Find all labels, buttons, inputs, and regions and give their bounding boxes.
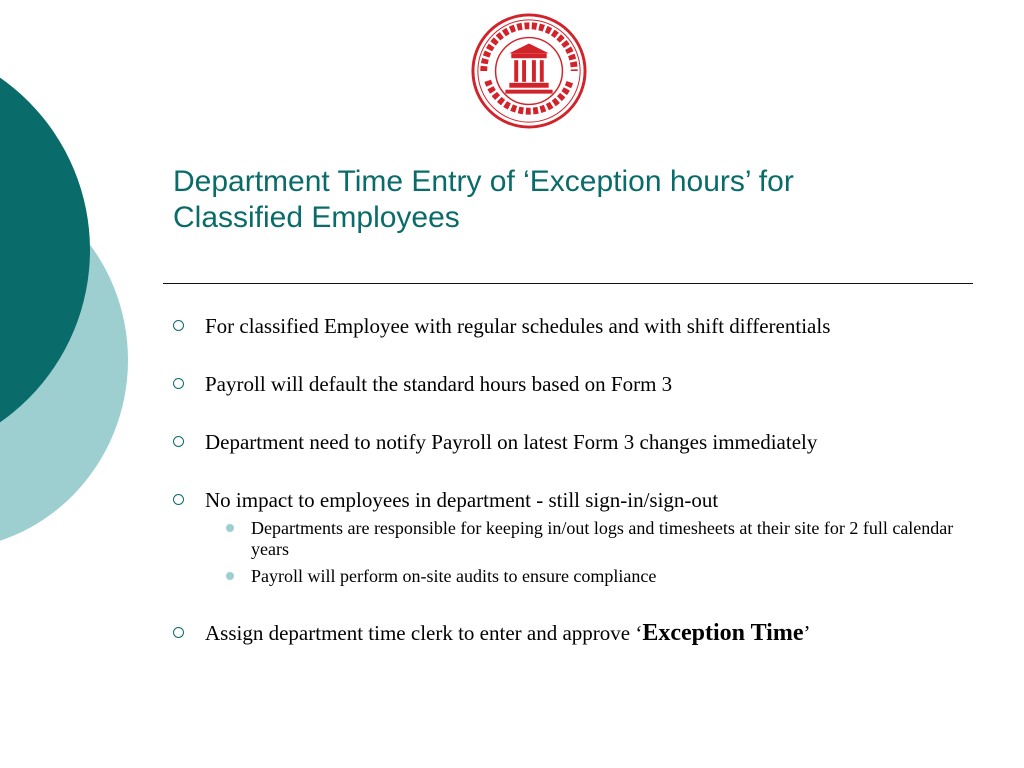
bullet-item [173, 488, 973, 587]
college-seal-logo [470, 12, 588, 130]
bullet-item [173, 621, 973, 645]
hollow-circle-bullet-icon [173, 436, 184, 447]
bullet-item [173, 430, 973, 454]
filled-dot-bullet-icon [226, 524, 234, 532]
sub-bullet-text: Payroll will perform on-site audits to ensure compliance [251, 566, 657, 586]
bullet-text: Department need to notify Payroll on latest Form 3 changes immediately [205, 430, 818, 454]
hollow-circle-bullet-icon [173, 494, 184, 505]
bullet-text: No impact to employees in department - still sign-in/sign-out [205, 488, 719, 512]
slide-title-line-2: Classified Employees [173, 201, 460, 234]
sub-bullet-list [205, 518, 973, 587]
filled-dot-bullet-icon [226, 572, 234, 580]
bullet-text-before: Assign department time clerk to enter and approve ‘ [205, 621, 643, 645]
hollow-circle-bullet-icon [173, 378, 184, 389]
slide-title [173, 164, 973, 236]
hollow-circle-bullet-icon [173, 627, 184, 638]
hollow-circle-bullet-icon [173, 320, 184, 331]
bullet-list [173, 314, 973, 679]
bullet-item [173, 314, 973, 338]
bullet-text: Payroll will default the standard hours based on Form 3 [205, 372, 673, 396]
sub-bullet-item [237, 518, 973, 560]
bullet-text: For classified Employee with regular schedules and with shift differentials [205, 314, 831, 338]
sub-bullet-item [237, 566, 973, 587]
bullet-emphasis: Exception Time [642, 620, 804, 646]
bullet-item [173, 372, 973, 396]
title-divider [163, 283, 973, 284]
sub-bullet-text: Departments are responsible for keeping in/out logs and timesheets at their site for 2 full calendar years [251, 518, 954, 559]
bullet-text-after: ’ [803, 621, 811, 645]
slide-title-line-1: Department Time Entry of ‘Exception hours’ for [173, 165, 794, 198]
